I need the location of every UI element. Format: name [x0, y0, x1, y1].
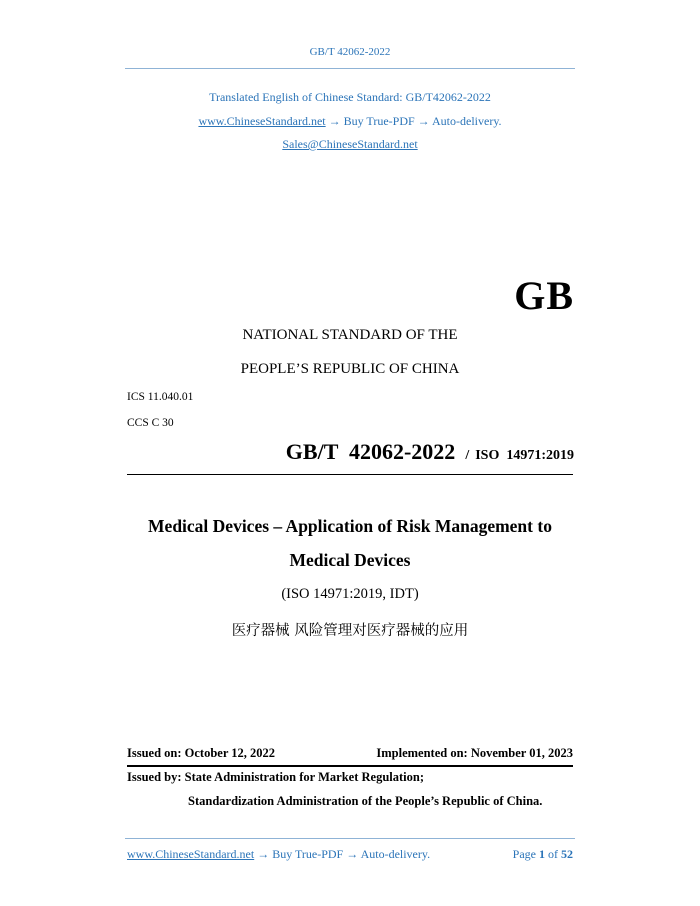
issued-date: Issued on: October 12, 2022 [127, 746, 276, 760]
issuer-line1: Issued by: State Administration for Market Regulation; [127, 770, 424, 784]
page-label: Page [512, 847, 536, 861]
site-link[interactable]: www.ChineseStandard.net [198, 114, 326, 128]
iso-equivalence: (ISO 14971:2019, IDT) [281, 586, 419, 602]
purchase-line [0, 114, 700, 129]
translation-notice: Translated English of Chinese Standard: GB/T42062-2022 [209, 90, 491, 104]
footer-site-link[interactable]: www.ChineseStandard.net [127, 847, 255, 861]
page-current: 1 [539, 847, 545, 861]
page-number [513, 847, 573, 862]
ics-code: ICS 11.040.01 [127, 391, 194, 403]
ccs-code: CCS C 30 [127, 417, 174, 429]
page-of: of [548, 847, 558, 861]
standard-separator: / [465, 448, 470, 463]
email-line [0, 137, 700, 152]
issuer-line2: Standardization Administration of the People’s Republic of China. [188, 794, 543, 808]
document-title-line2: Medical Devices [289, 550, 411, 570]
national-standard-line1: NATIONAL STANDARD OF THE [242, 327, 458, 343]
sales-email-link[interactable]: Sales@ChineseStandard.net [282, 137, 418, 151]
chinese-title: 医疗器械 风险管理对医疗器械的应用 [231, 623, 469, 639]
national-standard-line2: PEOPLE’S REPUBLIC OF CHINA [240, 361, 460, 377]
page-total: 52 [561, 847, 573, 861]
implemented-date: Implemented on: November 01, 2023 [376, 746, 573, 760]
document-title-line1: Medical Devices – Application of Risk Management to [148, 516, 552, 536]
footer-purchase-text: → Buy True-PDF → Auto-delivery. [254, 847, 431, 861]
iso-number: ISO 14971:2019 [475, 448, 574, 463]
footer-purchase-line [127, 847, 430, 862]
header-divider [125, 68, 575, 69]
standard-number-line [286, 439, 574, 465]
standard-number: GB/T 42062-2022 [285, 439, 456, 464]
dates-divider [127, 765, 573, 767]
purchase-text: → Buy True-PDF → Auto-delivery. [325, 114, 502, 128]
page-header-code: GB/T 42062-2022 [309, 46, 391, 58]
standard-divider [127, 474, 573, 475]
footer-divider [125, 838, 575, 839]
gb-logo: GB [514, 273, 574, 318]
